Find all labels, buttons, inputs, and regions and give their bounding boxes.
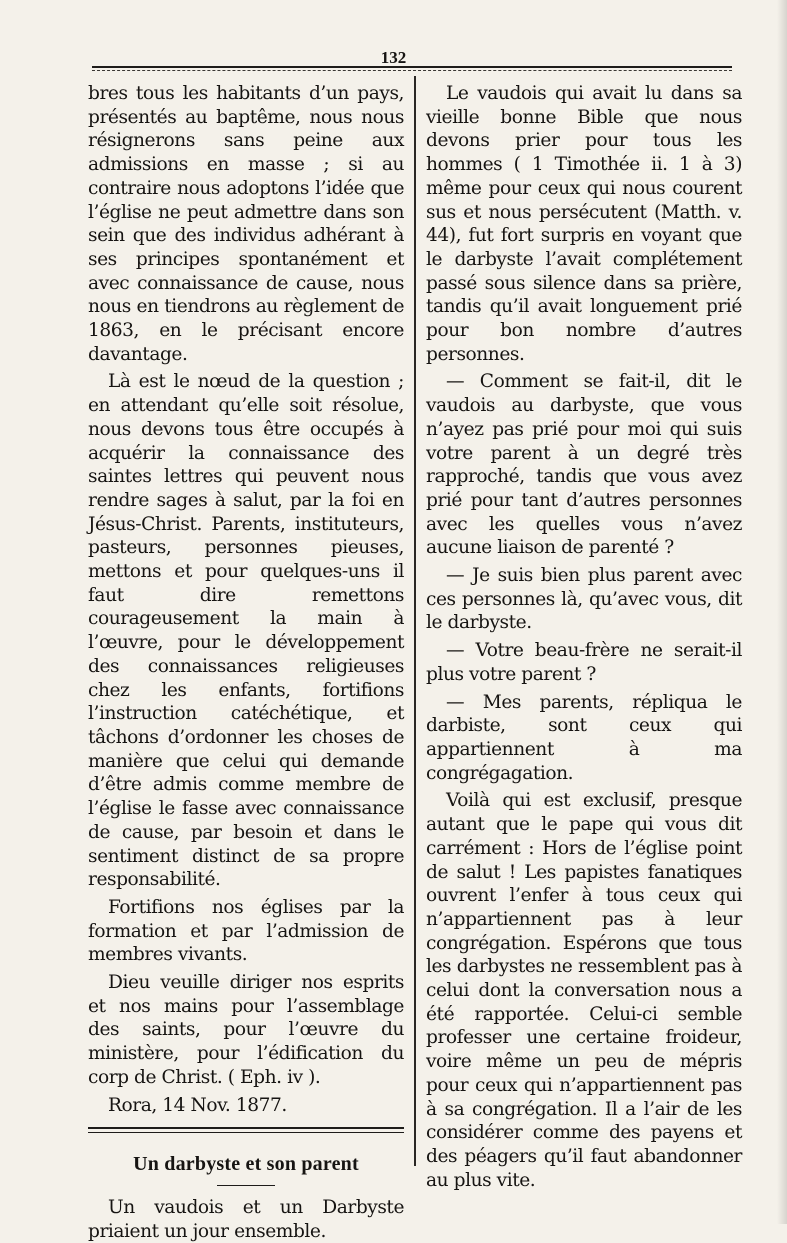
left-paragraph-3: Fortifions nos églises par la formation et par l’admission de membres vivants. [88,896,404,966]
left-paragraph-2: Là est le nœud de la question ; en attendant qu’elle soit résolue, nous devons tous être occupés à acquérir la connaissance des saintes lettres qui peuvent nous rendre sages à salut, par la foi en Jésus-Christ. Parents, instituteurs, pasteurs, personnes pieuses, mettons et pour quelques-uns il faut dire remettons courageusement la main à l’œuvre, pour le développement des connaissances religieuses chez les enfants, fortifions l’instruction catéchétique, et tâchons d’ordonner les choses de manière que celui qui demande d’être admis comme membre de l’église le fasse avec connaissance de cause, par besoin et dans le sentiment distinct de sa propre responsabilité. [88,371,404,891]
article-intro: Un vaudois et un Darbyste priaient un jour ensemble. [88,1196,404,1242]
page-edge-shadow [777,0,787,1224]
section-divider-thin [88,1132,404,1133]
right-paragraph-2: — Comment se fait-il, dit le vaudois au darbyste, que vous n’ayez pas prié pour moi qui suis votre parent à un degré très rapproché, tandis que vous avez prié pour tant d’autres personnes avec les quelles vous n’avez aucune liaison de parenté ? [426,371,742,559]
left-paragraph-4: Dieu veuille diriger nos esprits et nos mains pour l’assemblage des saints, pour l’œuvre du ministère, pour l’édification du corp de Christ. ( Eph. iv ). [88,972,404,1088]
page-number: 132 [380,48,407,67]
left-paragraph-1: bres tous les habitants d’un pays, présentés au baptême, nous nous résignerons sans peine aux admissions en masse ; si au contraire nous adoptons l’idée que l’église ne peut admettre dans son sein que des individus adhérant à ses principes spontanément et avec connaissance de cause, nous nous en tiendrons au règlement de 1863, en le précisant encore davantage. [88,83,404,365]
header-rule [92,66,732,68]
header-rule-dashed [92,70,732,71]
right-paragraph-4: — Votre beau-frère ne serait-il plus votre parent ? [426,640,742,685]
title-underline [217,1185,275,1186]
right-paragraph-1: Le vaudois qui avait lu dans sa vieille bonne Bible que nous devons prier pour tous les hommes ( 1 Timothée ii. 1 à 3) même pour ceux qui nous courent sus et nous persécutent (Matth. v. 44), fut fort surpris en voyant que le darbyste l’avait complétement passé sous silence dans sa prière, tandis qu’il avait longuement prié pour bon nombre d’autres personnes. [426,83,742,365]
right-column [426,82,742,1192]
right-paragraph-5: — Mes parents, répliqua le darbiste, sont ceux qui appartiennent à ma congrégagation. [426,691,742,784]
column-divider [414,76,416,1166]
left-column [88,82,404,1243]
section-divider [88,1127,404,1129]
signoff: Rora, 14 Nov. 1877. [108,1094,287,1116]
article-title: Un darbyste et son parent [133,1153,359,1176]
right-paragraph-6: Voilà qui est exclusif, presque autant que le pape qui vous dit carrément : Hors de l’église point de salut ! Les papistes fanatiques ouvrent l’enfer à tous ceux qui n’appartiennent pas à leur congrégation. Espérons que tous les darbystes ne ressemblent pas à celui dont la conversation nous a été rapportée. Celui-ci semble professer une certaine froideur, voire même un peu de mépris pour ceux qui n’appartiennent pas à sa congrégation. Il a l’air de les considérer comme des payens et des péagers qu’il faut abandonner au plus vite. [426,790,742,1191]
right-paragraph-3: — Je suis bien plus parent avec ces personnes là, qu’avec vous, dit le darbyste. [426,565,742,634]
